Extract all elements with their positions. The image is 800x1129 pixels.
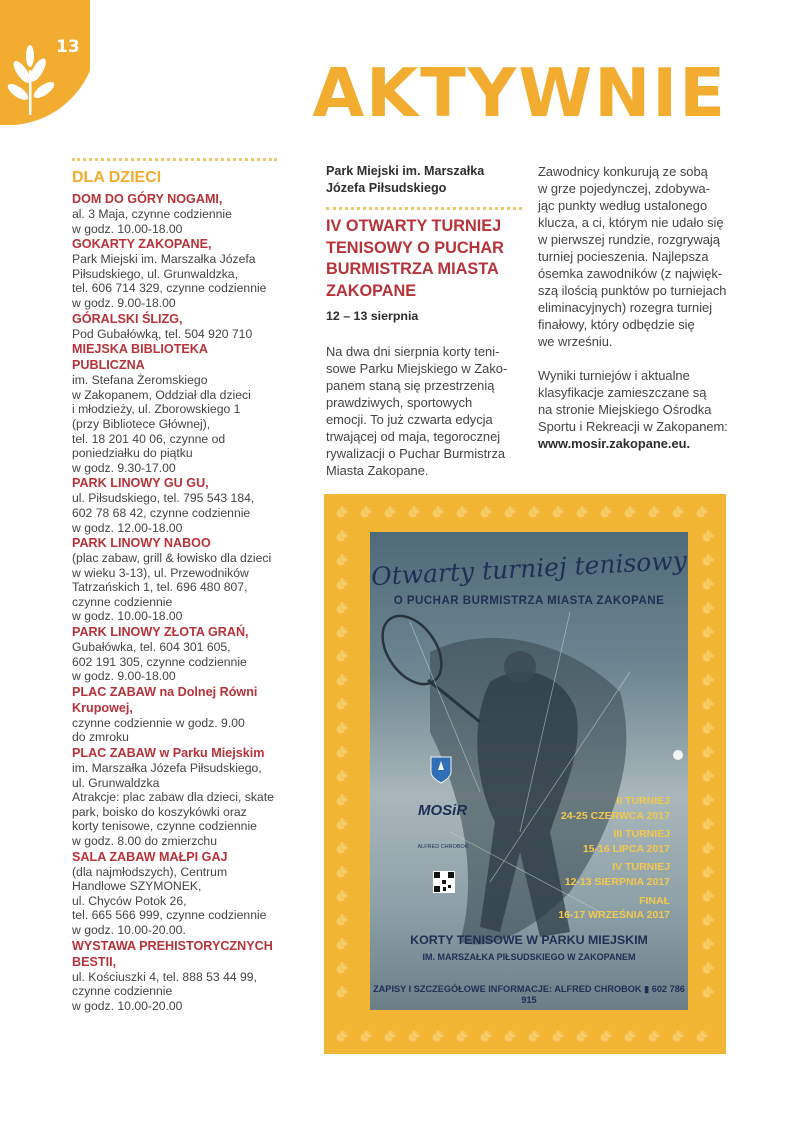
article-intro: Na dwa dni sierpnia korty teni- sowe Parku Miejskiego w Zako- panem staną się przestrzenią prawdziwych, sportowych emocji. To już czwarta edycja trwającej od maja, tegorocznej rywalizacji o Puchar Burmistrza Miasta Zakopane. <box>326 344 508 478</box>
venue-name: Park Miejski im. Marszałka Józefa Piłsudskiego <box>326 164 485 195</box>
entry-details: im. Marszałka Józefa Piłsudskiego, ul. Grunwaldzka Atrakcje: plac zabaw dla dzieci, skate park, boisko do koszykówki oraz korty tenisowe, czynne codziennie w godz. 8.00 do zmierzchu <box>72 761 274 848</box>
entry-details: im. Stefana Żeromskiego w Zakopanem, Oddział dla dzieci i młodzieży, ul. Zborowskiego 1 (przy Bibliotece Głównej), tel. 18 201 40 06, czynne od poniedziałku do piątku w godz. 9.30-17.00 <box>72 373 251 475</box>
entry-name: DOM DO GÓRY NOGAMI, <box>72 192 223 206</box>
list-item <box>72 745 277 849</box>
poster-subtitle: O PUCHAR BURMISTRZA MIASTA ZAKOPANE <box>393 595 665 607</box>
mosir-logo: MOSiR <box>418 802 468 819</box>
article-paragraph: Zawodnicy konkurują ze sobą w grze pojedynczej, zdobywa- jąc punkty według ustalonego klucza, a ci, którym nie udało się w pierwszej rundzie, rozgrywają turniej pocieszenia. Najlepsza ósemka zawodników (z najwięk- szą ilością punktów po turniejach eliminacyjnych) rozegra turniej finałowy, który odbędzie się we wrześniu. <box>538 164 727 349</box>
schedule-item <box>558 794 670 823</box>
list-item <box>72 849 277 938</box>
entry-name: WYSTAWA PREHISTORYCZNYCH BESTII, <box>72 938 273 969</box>
children-listings <box>72 158 277 1013</box>
entry-details: (plac zabaw, grill & łowisko dla dzieci w wieku 3-13), ul. Przewodników Tatrzańskich 1, tel. 696 480 807, czynne codziennie w godz. 10.00-18.00 <box>72 551 272 624</box>
event-dates: 12 – 13 sierpnia <box>326 309 419 323</box>
entry-details: ul. Piłsudskiego, tel. 795 543 184, 602 78 68 42, czynne codziennie w godz. 12.00-18.00 <box>72 491 255 535</box>
wheat-corner-ornament <box>0 0 90 125</box>
entry-details: Park Miejski im. Marszałka Józefa Piłsudskiego, ul. Grunwaldzka, tel. 606 714 329, czynne codziennie w godz. 9.00-18.00 <box>72 252 267 310</box>
schedule-item <box>558 894 670 923</box>
zakopane-crest-icon <box>430 756 452 784</box>
poster-schedule <box>558 794 670 927</box>
entry-name: GOKARTY ZAKOPANE, <box>72 237 212 252</box>
entry-details: Gubałówka, tel. 604 301 605, 602 191 305, czynne codziennie w godz. 9.00-18.00 <box>72 640 247 684</box>
entry-name: MIEJSKA BIBLIOTEKA PUBLICZNA <box>72 342 208 373</box>
list-item <box>72 341 277 475</box>
round-label: III TURNIEJ <box>613 828 670 841</box>
page-title: AKTYWNIE <box>312 54 727 132</box>
qr-code-icon <box>433 871 455 893</box>
entry-name: PARK LINOWY ZŁOTA GRAŃ, <box>72 625 249 640</box>
article-paragraph: Wyniki turniejów i aktualne klasyfikacje zamieszczane są na stronie Miejskiego Ośrodka Sportu i Rekreacji w Zakopanem: <box>538 368 728 434</box>
list-item <box>72 938 277 1014</box>
tennis-article-body <box>538 163 748 452</box>
schedule-item <box>558 827 670 856</box>
list-item <box>72 684 277 745</box>
tennis-article-start <box>326 163 522 479</box>
poster-title: Otwarty turniej tenisowy <box>370 545 688 592</box>
poster-venue-detail: IM. MARSZAŁKA PIŁSUDSKIEGO W ZAKOPANEM <box>422 952 636 962</box>
list-item <box>72 311 277 342</box>
entry-name: PLAC ZABAW na Dolnej Równi Krupowej, <box>72 684 258 715</box>
entry-name: PARK LINOWY NABOO <box>72 536 211 551</box>
dotted-divider <box>72 158 277 161</box>
entry-details: al. 3 Maja, czynne codziennie w godz. 10.00-18.00 <box>72 207 232 236</box>
section-heading: DLA DZIECI <box>72 169 162 186</box>
round-date: 24-25 CZERWCA 2017 <box>560 809 670 822</box>
entry-details: (dla najmłodszych), Centrum Handlowe SZYMONEK, ul. Chyców Potok 26, tel. 665 566 999, czynne codziennie w godz. 10.00-20.00. <box>72 864 267 937</box>
list-item <box>72 236 277 310</box>
sponsor-logo-text: ALFRED CHROBOK <box>417 844 469 850</box>
round-date: 16-17 WRZEŚNIA 2017 <box>558 909 670 922</box>
entry-details: czynne codziennie w godz. 9.00 do zmroku <box>72 715 245 745</box>
website-link[interactable]: www.mosir.zakopane.eu. <box>538 436 691 451</box>
list-item <box>72 535 277 624</box>
entry-details: Pod Gubałówką, tel. 504 920 710 <box>72 326 253 341</box>
poster-venue: KORTY TENISOWE W PARKU MIEJSKIM <box>410 933 648 947</box>
round-date: 12-13 SIERPNIA 2017 <box>564 875 670 888</box>
entry-name: SALA ZABAW MAŁPI GAJ <box>72 849 228 864</box>
tournament-poster <box>370 532 688 1010</box>
page-number: 13 <box>56 37 80 57</box>
entry-name: PLAC ZABAW w Parku Miejskim <box>72 746 265 761</box>
entry-details: ul. Kościuszki 4, tel. 888 53 44 99, czynne codziennie w godz. 10.00-20.00 <box>72 969 257 1013</box>
round-label: II TURNIEJ <box>616 795 670 807</box>
dotted-divider <box>326 207 522 210</box>
tournament-poster-frame <box>324 494 726 1054</box>
poster-contact: ZAPISY I SZCZEGÓŁOWE INFORMACJE: ALFRED CHROBOK ▮ 602 786 915 <box>373 984 685 1005</box>
tennis-ball-icon <box>673 750 683 760</box>
round-label: IV TURNIEJ <box>612 861 670 874</box>
schedule-item <box>558 860 670 889</box>
round-label: FINAŁ <box>639 894 670 907</box>
list-item <box>72 475 277 535</box>
round-date: 15-16 LIPCA 2017 <box>582 842 670 855</box>
list-item <box>72 624 277 684</box>
entry-name: GÓRALSKI ŚLIZG, <box>72 311 183 326</box>
entry-name: PARK LINOWY GU GU, <box>72 476 209 491</box>
list-item <box>72 191 277 236</box>
article-title: IV OTWARTY TURNIEJ TENISOWY O PUCHAR BURMISTRZA MIASTA ZAKOPANE <box>326 217 504 300</box>
